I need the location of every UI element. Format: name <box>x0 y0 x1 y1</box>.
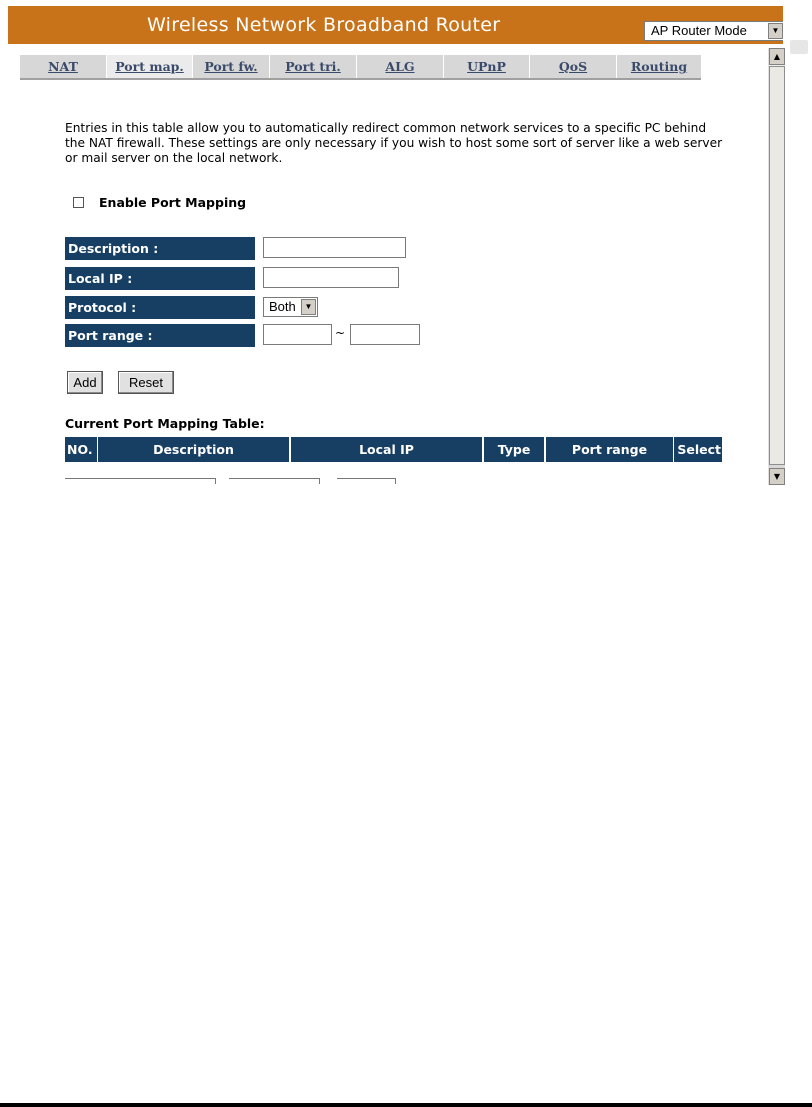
tab-port-fw[interactable]: Port fw. <box>193 55 270 78</box>
column-header-port-range: Port range <box>546 437 673 462</box>
router-title: Wireless Network Broadband Router <box>147 14 501 36</box>
mode-select-value: AP Router Mode <box>651 23 747 38</box>
mode-select[interactable] <box>644 21 785 41</box>
reset-button[interactable]: Reset <box>118 371 174 394</box>
tab-alg[interactable]: ALG <box>357 55 444 78</box>
tab-routing[interactable]: Routing <box>630 59 688 74</box>
port-range-label: Port range : <box>65 324 255 347</box>
partial-control[interactable] <box>65 478 216 484</box>
tab-nat[interactable]: NAT <box>20 55 107 78</box>
local-ip-label: Local IP : <box>65 267 255 290</box>
outer-frame-edge <box>783 6 812 485</box>
tab-qos[interactable]: QoS <box>530 55 617 78</box>
column-header-select: Select <box>674 437 722 462</box>
protocol-label: Protocol : <box>65 296 255 319</box>
intro-text: Entries in this table allow you to automatically redirect common network services to a specific PC behind the NAT firewall. These settings are only necessary if you wish to host some sort of server like a web server or mail server on the local network. <box>65 121 723 165</box>
tab-upnp[interactable]: UPnP <box>444 55 530 78</box>
column-header-type: Type <box>484 437 544 462</box>
partial-control[interactable] <box>337 478 396 484</box>
enable-port-mapping-label: Enable Port Mapping <box>99 195 247 210</box>
tab-port-map[interactable]: Port map. <box>107 55 193 78</box>
protocol-select-value: Both <box>269 299 296 314</box>
partial-control[interactable] <box>229 478 320 484</box>
scrollbar-thumb[interactable] <box>769 66 785 465</box>
description-input[interactable] <box>263 237 406 258</box>
tab-bar <box>20 55 701 80</box>
protocol-select[interactable] <box>263 297 318 317</box>
scroll-up-icon[interactable]: ▲ <box>769 48 785 65</box>
port-range-separator: ~ <box>335 326 346 340</box>
column-header-no: NO. <box>65 437 97 462</box>
add-button[interactable]: Add <box>67 371 103 394</box>
bottom-rule <box>0 1103 812 1107</box>
enable-port-mapping-checkbox[interactable] <box>73 197 84 208</box>
scroll-down-icon[interactable]: ▼ <box>769 468 785 485</box>
chevron-down-icon[interactable]: ▼ <box>768 23 783 39</box>
tab-port-tri[interactable]: Port tri. <box>270 55 357 78</box>
frame-corner <box>790 40 808 54</box>
column-header-local-ip: Local IP <box>291 437 482 462</box>
chevron-down-icon[interactable]: ▼ <box>301 299 316 315</box>
header-banner <box>8 6 783 44</box>
table-caption: Current Port Mapping Table: <box>65 416 265 431</box>
local-ip-input[interactable] <box>263 267 399 288</box>
column-header-description: Description <box>98 437 289 462</box>
port-from-input[interactable] <box>263 324 332 345</box>
vertical-scrollbar[interactable] <box>768 48 785 485</box>
port-to-input[interactable] <box>350 324 420 345</box>
description-label: Description : <box>65 237 255 260</box>
